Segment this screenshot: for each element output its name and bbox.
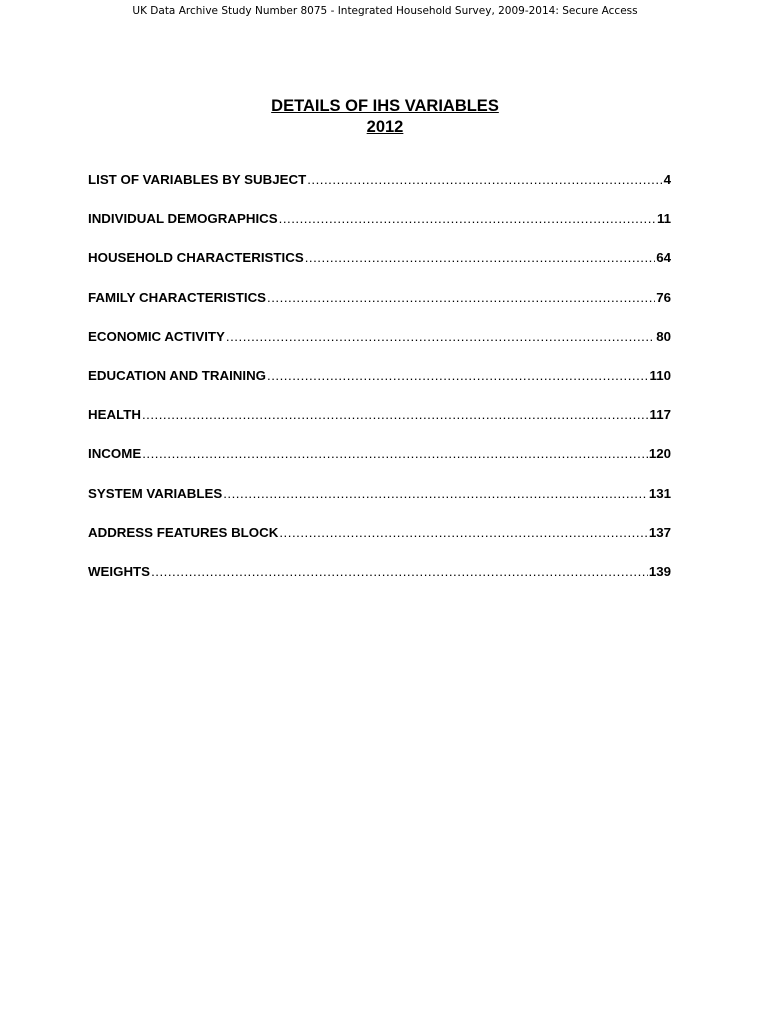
- toc-entry[interactable]: [88, 327, 671, 366]
- toc-dot-leader: [223, 484, 648, 504]
- toc-entry-page: 64: [656, 250, 671, 266]
- toc-entry-label: LIST OF VARIABLES BY SUBJECT: [88, 172, 307, 187]
- toc-entry-label: ECONOMIC ACTIVITY: [88, 328, 225, 344]
- toc-entry-page: 11: [656, 211, 671, 227]
- table-of-contents: [88, 170, 671, 601]
- toc-entry[interactable]: [88, 444, 671, 483]
- toc-dot-leader: [279, 209, 656, 229]
- toc-entry-page: 80: [656, 328, 671, 344]
- toc-dot-leader: [267, 288, 655, 308]
- toc-entry-page: 110: [649, 367, 671, 383]
- toc-entry-page: 76: [656, 289, 671, 305]
- toc-dot-leader: [226, 327, 655, 347]
- toc-entry-label: ADDRESS FEATURES BLOCK: [88, 524, 279, 540]
- title-line-1: DETAILS OF IHS VARIABLES: [271, 97, 499, 115]
- toc-entry[interactable]: [88, 248, 671, 287]
- toc-entry-label: INCOME: [88, 446, 142, 462]
- title-line-2: 2012: [366, 118, 404, 136]
- toc-entry-page: 4: [663, 172, 671, 187]
- toc-entry[interactable]: [88, 523, 671, 562]
- toc-entry-label: WEIGHTS: [88, 563, 151, 579]
- toc-entry-page: 117: [649, 407, 671, 423]
- toc-entry-page: 131: [648, 485, 671, 501]
- toc-entry-label: INDIVIDUAL DEMOGRAPHICS: [88, 211, 278, 227]
- toc-dot-leader: [142, 405, 649, 425]
- toc-entry-label: SYSTEM VARIABLES: [88, 485, 223, 501]
- toc-entry-page: 120: [648, 446, 671, 462]
- toc-entry[interactable]: [88, 484, 671, 523]
- toc-dot-leader: [307, 170, 662, 190]
- document-title: [0, 96, 770, 138]
- toc-dot-leader: [305, 248, 655, 268]
- toc-dot-leader: [151, 562, 648, 582]
- toc-entry[interactable]: [88, 562, 671, 601]
- toc-entry[interactable]: [88, 366, 671, 405]
- toc-entry-label: HOUSEHOLD CHARACTERISTICS: [88, 250, 304, 266]
- toc-entry[interactable]: [88, 405, 671, 444]
- toc-entry-page: 137: [648, 524, 671, 540]
- toc-entry-label: HEALTH: [88, 407, 141, 423]
- toc-dot-leader: [279, 523, 647, 543]
- toc-entry[interactable]: [88, 209, 671, 248]
- toc-entry-page: 139: [648, 563, 671, 579]
- toc-entry[interactable]: [88, 288, 671, 327]
- toc-entry-label: FAMILY CHARACTERISTICS: [88, 289, 267, 305]
- toc-entry[interactable]: [88, 170, 671, 209]
- toc-entry-label: EDUCATION AND TRAINING: [88, 367, 267, 383]
- toc-dot-leader: [267, 366, 649, 386]
- page-header: UK Data Archive Study Number 8075 - Integrated Household Survey, 2009-2014: Secure Access: [132, 5, 638, 17]
- toc-dot-leader: [142, 444, 648, 464]
